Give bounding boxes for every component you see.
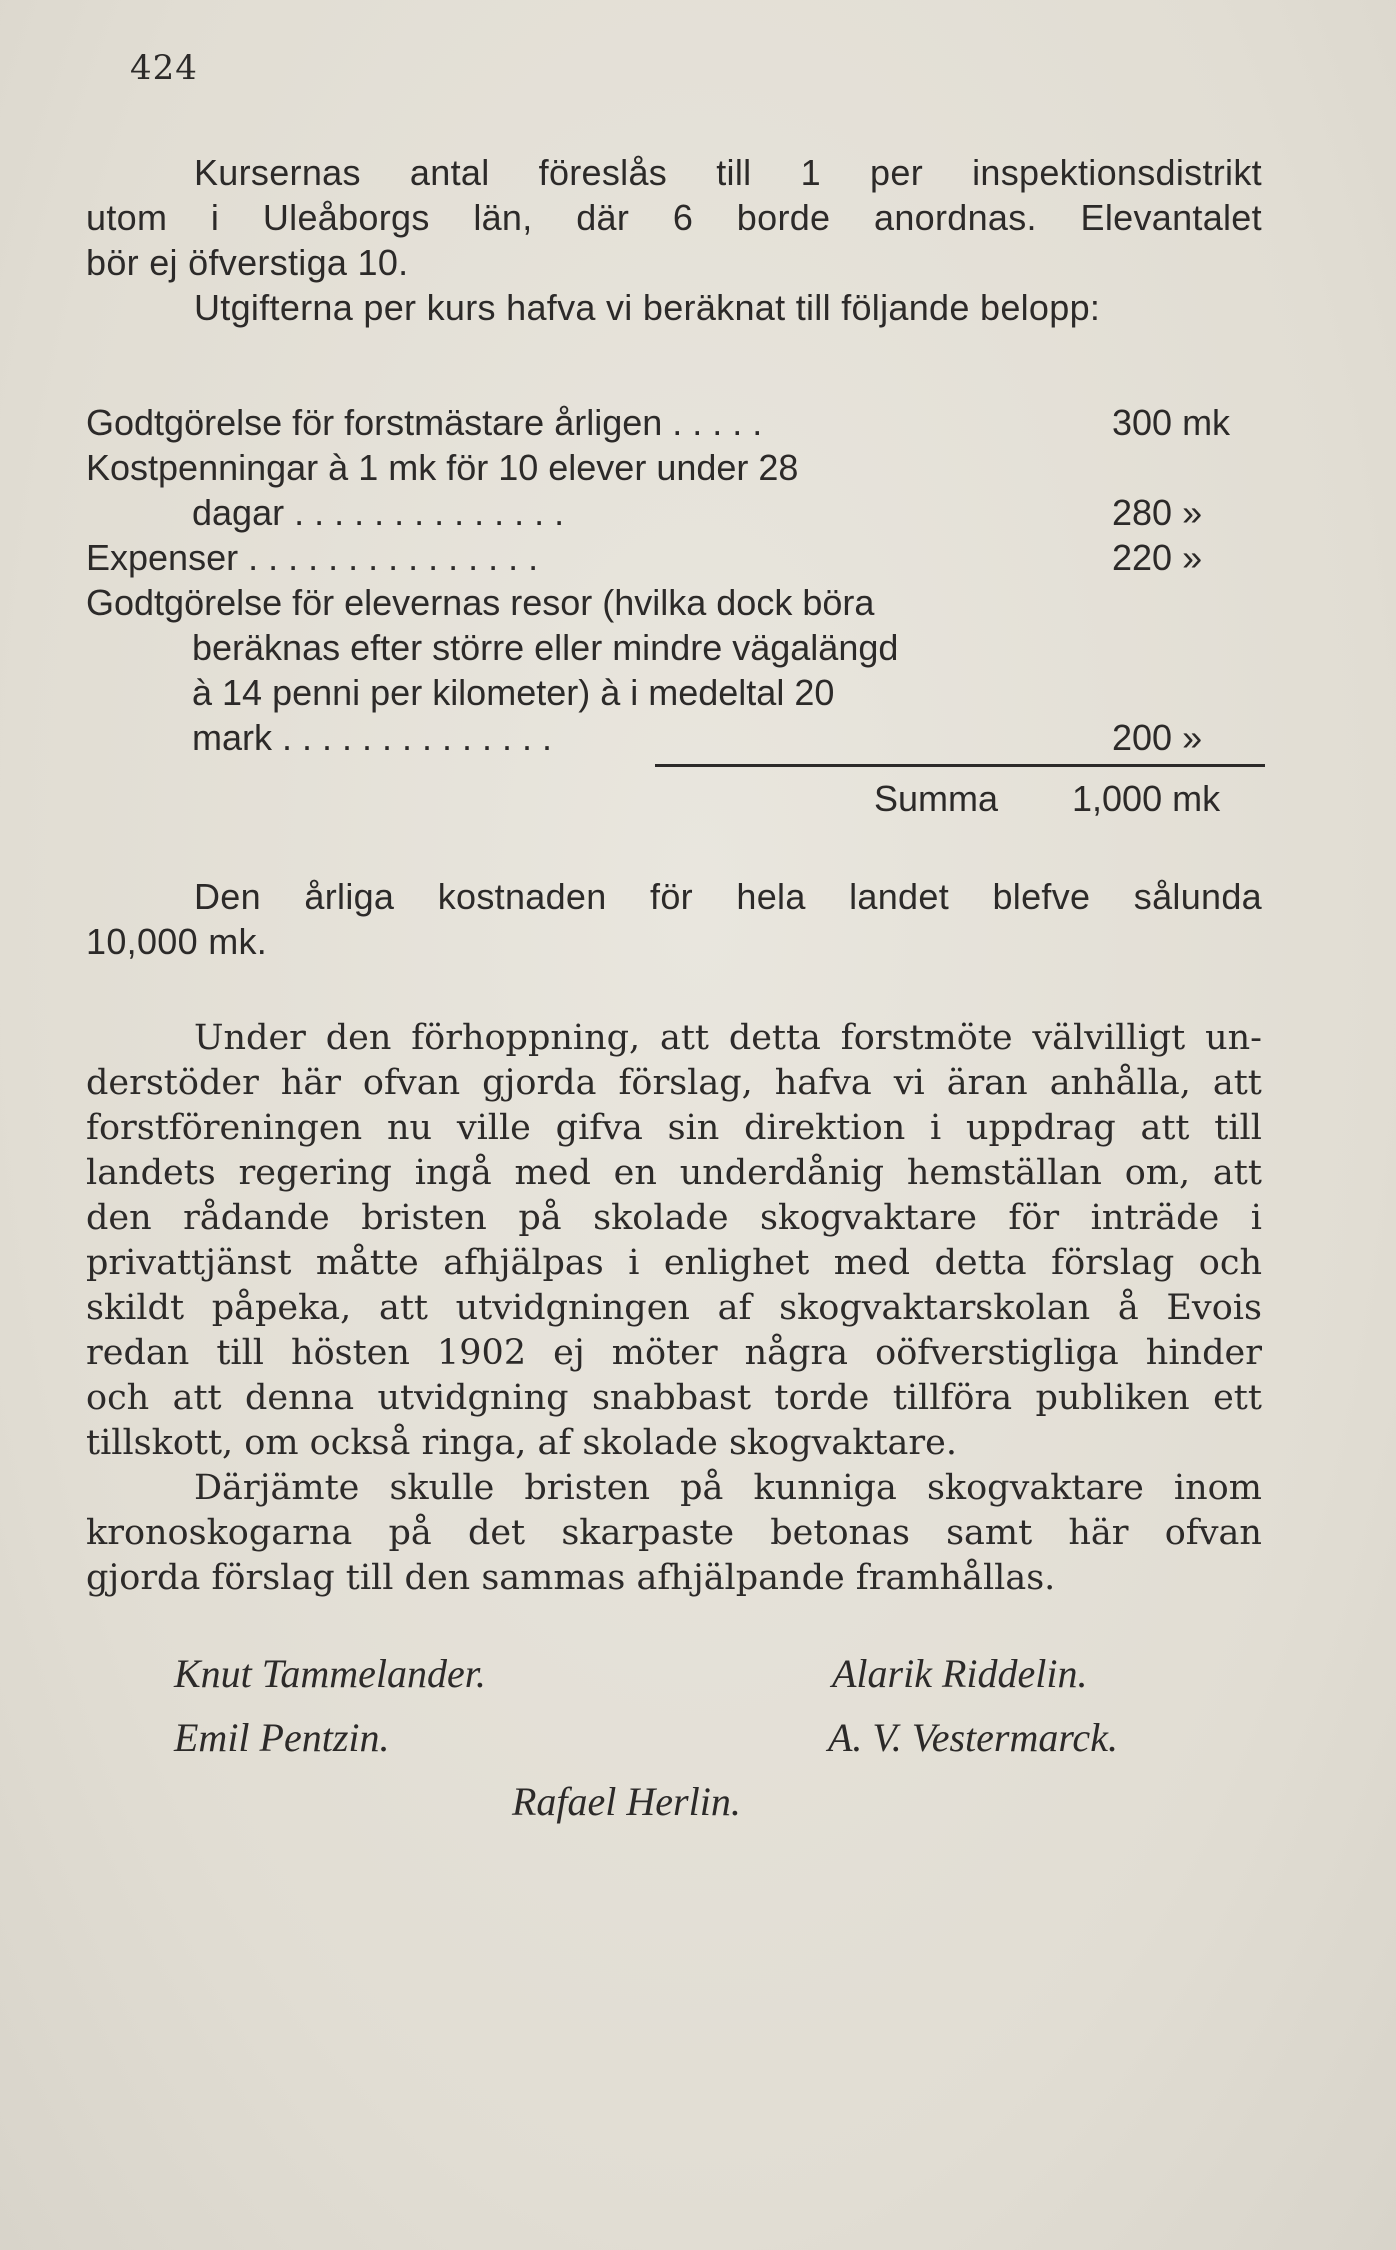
body-line-7 <box>86 1286 1262 1331</box>
word: denna <box>245 1378 355 1418</box>
word: Kursernas <box>194 152 361 193</box>
word: 6 <box>672 197 694 238</box>
word: utvidgning <box>377 1378 569 1418</box>
body-paragraph <box>86 1016 1262 1601</box>
sum-amount: 1,000 mk <box>1072 778 1221 819</box>
body-line-4 <box>86 1151 1262 1196</box>
cost-amount: 220 » <box>1112 537 1203 578</box>
word: tillföra <box>892 1378 1013 1418</box>
cost-desc: Kostpenningar à 1 mk för 10 elever under 28 <box>86 447 799 488</box>
word: i <box>210 197 220 238</box>
cost-row-resor <box>86 580 1262 625</box>
signature-knut-tammelander: Knut Tammelander. <box>174 1651 486 1696</box>
word: oöfverstigliga <box>875 1333 1119 1373</box>
cost-amount: 280 » <box>1112 492 1203 533</box>
word: några <box>744 1333 849 1373</box>
word: möter <box>611 1333 718 1373</box>
word: samt <box>946 1513 1033 1553</box>
word: och <box>1198 1243 1262 1283</box>
word: derstöder <box>86 1063 259 1103</box>
word: Under <box>194 1018 306 1058</box>
word: betonas <box>770 1513 910 1553</box>
signature-rafael-herlin: Rafael Herlin. <box>512 1779 741 1824</box>
cost-row-resor-cont-2 <box>86 670 1262 715</box>
word: ett <box>1213 1378 1262 1418</box>
word: kunniga <box>753 1468 897 1508</box>
word: utvidgningen <box>455 1288 690 1328</box>
word: bristen <box>361 1198 487 1238</box>
word: landet <box>849 876 949 917</box>
word: forstmöte <box>840 1018 1013 1058</box>
cost-desc: Expenser . . . . . . . . . . . . . . . <box>86 537 539 578</box>
word: på <box>388 1513 432 1553</box>
word: uppdrag <box>965 1108 1116 1148</box>
word: här <box>1068 1513 1129 1553</box>
word: här <box>280 1063 341 1103</box>
body-line-6 <box>86 1241 1262 1286</box>
word: forstföreningen <box>86 1108 363 1148</box>
body-line-9 <box>86 1376 1262 1421</box>
word: att <box>660 1018 709 1058</box>
word: för <box>650 876 693 917</box>
word: å <box>1117 1288 1139 1328</box>
cost-desc: Godtgörelse för forstmästare årligen . . . . . <box>86 402 763 443</box>
cost-table <box>86 400 1262 760</box>
word: ofvan <box>1164 1513 1262 1553</box>
word: anordnas. <box>874 197 1037 238</box>
word: där <box>576 197 630 238</box>
sum-label: Summa <box>874 778 999 819</box>
word: om, <box>1124 1153 1191 1193</box>
cost-sum <box>86 776 1262 821</box>
word: enlighet <box>663 1243 810 1283</box>
word: Evois <box>1166 1288 1262 1328</box>
body-line-13: gjorda förslag till den sammas afhjälpande framhållas. <box>86 1558 1056 1598</box>
word: förslag, <box>618 1063 753 1103</box>
word: privattjänst <box>86 1243 292 1283</box>
body-line-10: tillskott, om också ringa, af skolade skogvaktare. <box>86 1423 957 1463</box>
intro-line-1 <box>86 150 1262 195</box>
word: gifva <box>555 1108 643 1148</box>
body-line-8 <box>86 1331 1262 1376</box>
word: hela <box>736 876 806 917</box>
word: hösten <box>291 1333 410 1373</box>
word: skogvaktare <box>760 1198 977 1238</box>
cost-row-resor-cont-3 <box>86 715 1262 760</box>
word: påpeka, <box>211 1288 352 1328</box>
word: ofvan <box>362 1063 461 1103</box>
cost-amount: 200 » <box>1112 717 1203 758</box>
word: föreslås <box>538 152 668 193</box>
word: kronoskogarna <box>86 1513 353 1553</box>
word: län, <box>473 197 533 238</box>
intro-line-3: bör ej öfverstiga 10. <box>86 242 409 283</box>
word: till <box>716 152 752 193</box>
word: skogvaktarskolan <box>779 1288 1091 1328</box>
word: un- <box>1205 1018 1262 1058</box>
word: detta <box>728 1018 821 1058</box>
body-line-5 <box>86 1196 1262 1241</box>
word: hafva <box>774 1063 872 1103</box>
word: afhjälpas <box>443 1243 604 1283</box>
cost-desc: mark . . . . . . . . . . . . . . <box>192 717 553 758</box>
word: anhålla, <box>1049 1063 1191 1103</box>
word: Den <box>194 876 261 917</box>
word: med <box>514 1153 591 1193</box>
word: 1 <box>800 152 821 193</box>
word: och <box>86 1378 150 1418</box>
word: kostnaden <box>437 876 607 917</box>
signature-emil-pentzin: Emil Pentzin. <box>174 1715 390 1760</box>
cost-row-summa <box>86 776 1262 821</box>
word: att <box>1212 1153 1262 1193</box>
word: att <box>1140 1108 1190 1148</box>
word: inom <box>1173 1468 1262 1508</box>
intro-paragraph <box>86 150 1262 330</box>
word: direktion <box>744 1108 906 1148</box>
word: skogvaktare <box>926 1468 1144 1508</box>
body-line-1 <box>86 1016 1262 1061</box>
signature-alarik-riddelin: Alarik Riddelin. <box>832 1651 1088 1696</box>
signatures <box>0 1640 1396 1840</box>
word: till <box>216 1333 264 1373</box>
word: i <box>628 1243 640 1283</box>
cost-row-expenser <box>86 535 1262 580</box>
word: landets <box>86 1153 216 1193</box>
intro-line-2 <box>86 195 1262 240</box>
word: torde <box>774 1378 870 1418</box>
word: på <box>680 1468 724 1508</box>
word: hinder <box>1145 1333 1262 1373</box>
cost-desc: à 14 penni per kilometer) à i medeltal 20 <box>192 672 835 713</box>
word: inträde <box>1090 1198 1220 1238</box>
word: till <box>1214 1108 1262 1148</box>
body-line-2 <box>86 1061 1262 1106</box>
word: ville <box>456 1108 531 1148</box>
word: publiken <box>1035 1378 1190 1418</box>
word: skarpaste <box>561 1513 735 1553</box>
cost-desc: beräknas efter större eller mindre vägalängd <box>192 627 899 668</box>
word: i <box>930 1108 942 1148</box>
word: borde <box>736 197 831 238</box>
word: 1902 <box>437 1333 527 1373</box>
cost-row-kostpenningar <box>86 445 1262 490</box>
word: antal <box>409 152 490 193</box>
word: måtte <box>315 1243 419 1283</box>
word: Därjämte <box>194 1468 360 1508</box>
word: den <box>86 1198 152 1238</box>
word: bristen <box>524 1468 651 1508</box>
sum-rule-divider <box>655 764 1265 767</box>
word: ej <box>553 1333 585 1373</box>
word: det <box>467 1513 526 1553</box>
word: välvilligt <box>1032 1018 1186 1058</box>
signature-av-vestermarck: A. V. Vestermarck. <box>828 1715 1118 1760</box>
word: inspektionsdistrikt <box>972 152 1262 193</box>
word: hemställan <box>906 1153 1102 1193</box>
word: att <box>378 1288 428 1328</box>
word: skildt <box>86 1288 185 1328</box>
intro-line-4: Utgifterna per kurs hafva vi beräknat till följande belopp: <box>194 287 1101 328</box>
word: sin <box>667 1108 720 1148</box>
annual-paragraph <box>86 874 1262 964</box>
page-number: 424 <box>130 48 198 88</box>
word: en <box>613 1153 657 1193</box>
body-line-12 <box>86 1511 1262 1556</box>
word: äran <box>946 1063 1028 1103</box>
word: förhoppning, <box>411 1018 641 1058</box>
word: utom <box>86 197 168 238</box>
word: Uleåborgs <box>262 197 430 238</box>
word: vi <box>893 1063 925 1103</box>
word: detta <box>934 1243 1027 1283</box>
word: förslag <box>1051 1243 1175 1283</box>
word: nu <box>386 1108 433 1148</box>
word: regering <box>238 1153 392 1193</box>
word: årliga <box>304 876 395 917</box>
word: Elevantalet <box>1080 197 1262 238</box>
word: af <box>717 1288 752 1328</box>
cost-amount: 300 mk <box>1112 402 1231 443</box>
annual-line-2: 10,000 mk. <box>86 921 268 962</box>
word: ingå <box>414 1153 492 1193</box>
cost-desc: Godtgörelse för elevernas resor (hvilka dock böra <box>86 582 875 623</box>
body-line-3 <box>86 1106 1262 1151</box>
cost-desc: dagar . . . . . . . . . . . . . . <box>192 492 565 533</box>
annual-line-1 <box>86 874 1262 919</box>
word: den <box>325 1018 392 1058</box>
word: att <box>1212 1063 1262 1103</box>
word: med <box>833 1243 911 1283</box>
word: per <box>870 152 923 193</box>
word: rådande <box>183 1198 330 1238</box>
word: sålunda <box>1133 876 1262 917</box>
word: blefve <box>992 876 1091 917</box>
word: gjorda <box>482 1063 597 1103</box>
word: skolade <box>593 1198 729 1238</box>
word: att <box>172 1378 222 1418</box>
word: för <box>1008 1198 1060 1238</box>
word: redan <box>86 1333 190 1373</box>
word: i <box>1250 1198 1262 1238</box>
word: underdånig <box>679 1153 885 1193</box>
cost-row-forstmastare <box>86 400 1262 445</box>
word: snabbast <box>591 1378 752 1418</box>
cost-row-resor-cont-1 <box>86 625 1262 670</box>
body-line-11 <box>86 1466 1262 1511</box>
word: på <box>518 1198 562 1238</box>
word: skulle <box>389 1468 495 1508</box>
cost-row-kostpenningar-cont <box>86 490 1262 535</box>
